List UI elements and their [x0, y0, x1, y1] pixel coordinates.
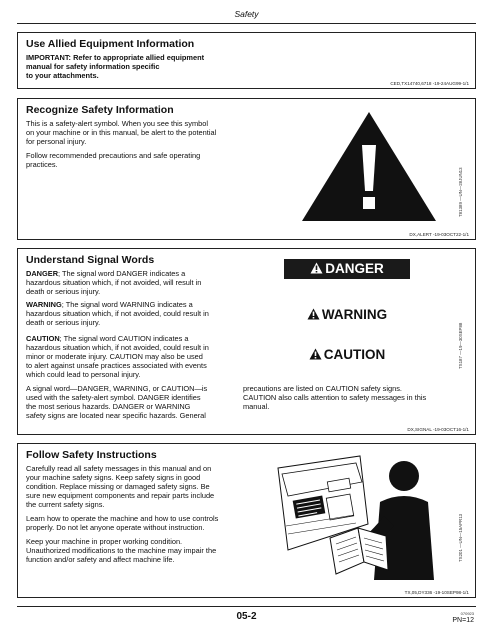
- figure-id: TS187 —19—30SEP88: [458, 322, 463, 369]
- signal-word-usage-left: A signal word—DANGER, WARNING, or CAUTION—is used with the safety-alert symbol. DANGER identifies the most serious hazards. DANGER or WARNING safety signs are located near specific hazards. General: [26, 384, 208, 420]
- section-allied-equipment: [17, 32, 476, 89]
- paragraph: This is a safety-alert symbol. When you see this symbol on your machine or in this manual, be alert to the potential for personal injury.: [26, 119, 217, 146]
- paragraph: Carefully read all safety messages in this manual and on your machine safety signs. Keep safety signs in good condition. Replace missing or damaged safety signs. Be sure new equipment components and repair parts include the current safety signs.: [26, 464, 215, 509]
- footer-rule: [17, 606, 476, 607]
- reference-code: DX,SIGNAL -19-03OCT16-1/1: [407, 427, 469, 432]
- section-recognize-safety: [17, 98, 476, 240]
- caution-text: ; The signal word CAUTION indicates a hazardous situation which, if not avoided, could result in minor or moderate injury. CAUTION may also be used to alert against unsafe practices associated with events which could lead to personal injury.: [26, 334, 209, 379]
- safety-alert-small-icon: [307, 308, 320, 320]
- danger-sign-label: DANGER: [325, 261, 384, 276]
- danger-text: ; The signal word DANGER indicates a hazardous situation which, if not avoided, will result in death or serious injury.: [26, 269, 202, 296]
- section-follow-instructions: [17, 443, 476, 598]
- section-title: Understand Signal Words: [26, 254, 155, 266]
- important-note: [26, 53, 204, 80]
- section-title: Follow Safety Instructions: [26, 449, 157, 461]
- signal-word-usage-right: precautions are listed on CAUTION safety signs. CAUTION also calls attention to safety messages in this manual.: [243, 384, 427, 411]
- safety-alert-small-icon: [309, 348, 322, 360]
- section-title: Use Allied Equipment Information: [26, 38, 195, 50]
- warning-sign-label: WARNING: [321, 307, 388, 322]
- danger-sign: [284, 259, 410, 279]
- section-signal-words: [17, 248, 476, 435]
- page-number: 05-2: [236, 611, 257, 622]
- important-label: IMPORTANT:: [26, 53, 72, 62]
- warning-text: ; The signal word WARNING indicates a hazardous situation which, if not avoided, could result in death or serious injury.: [26, 300, 209, 327]
- caution-sign-label: CAUTION: [323, 347, 386, 362]
- figure-id: T81389 —UN—28JUN13: [458, 167, 463, 217]
- danger-definition: [26, 269, 201, 296]
- paragraph: Follow recommended precautions and safe operating practices.: [26, 151, 201, 169]
- section-title: Recognize Safety Information: [26, 104, 174, 116]
- figure-id: TS201 —UN—15APR13: [458, 513, 463, 562]
- reference-code: CED,TX14740,6718 -19-24AUG99-1/1: [390, 81, 469, 86]
- reference-code: TX,05,DY336 -19-10SEP98-1/1: [404, 590, 469, 595]
- footer-pn: PN=12: [452, 617, 474, 624]
- paragraph: Keep your machine in proper working condition. Unauthorized modifications to the machine may impair the function and/or safety and affect machine life.: [26, 537, 217, 564]
- warning-definition: [26, 300, 209, 327]
- safety-alert-small-icon: [310, 262, 323, 274]
- caution-definition: [26, 334, 209, 379]
- caution-term: CAUTION: [26, 334, 60, 343]
- header-title: Safety: [234, 9, 259, 19]
- running-header: [17, 4, 476, 24]
- paragraph: Learn how to operate the machine and how to use controls properly. Do not let anyone operate without instruction.: [26, 514, 219, 532]
- warning-term: WARNING: [26, 300, 62, 309]
- warning-sign: [284, 307, 410, 322]
- caution-sign: [284, 347, 410, 362]
- important-text: Refer to appropriate allied equipment manual for safety information specific to your attachments.: [26, 53, 205, 80]
- reference-code: DX,ALERT -19-03OCT22-1/1: [409, 232, 469, 237]
- person-reading-manual-icon: [276, 454, 446, 580]
- safety-alert-triangle-icon: [299, 109, 439, 224]
- footer-date-code: 070923: [460, 611, 474, 616]
- danger-term: DANGER: [26, 269, 59, 278]
